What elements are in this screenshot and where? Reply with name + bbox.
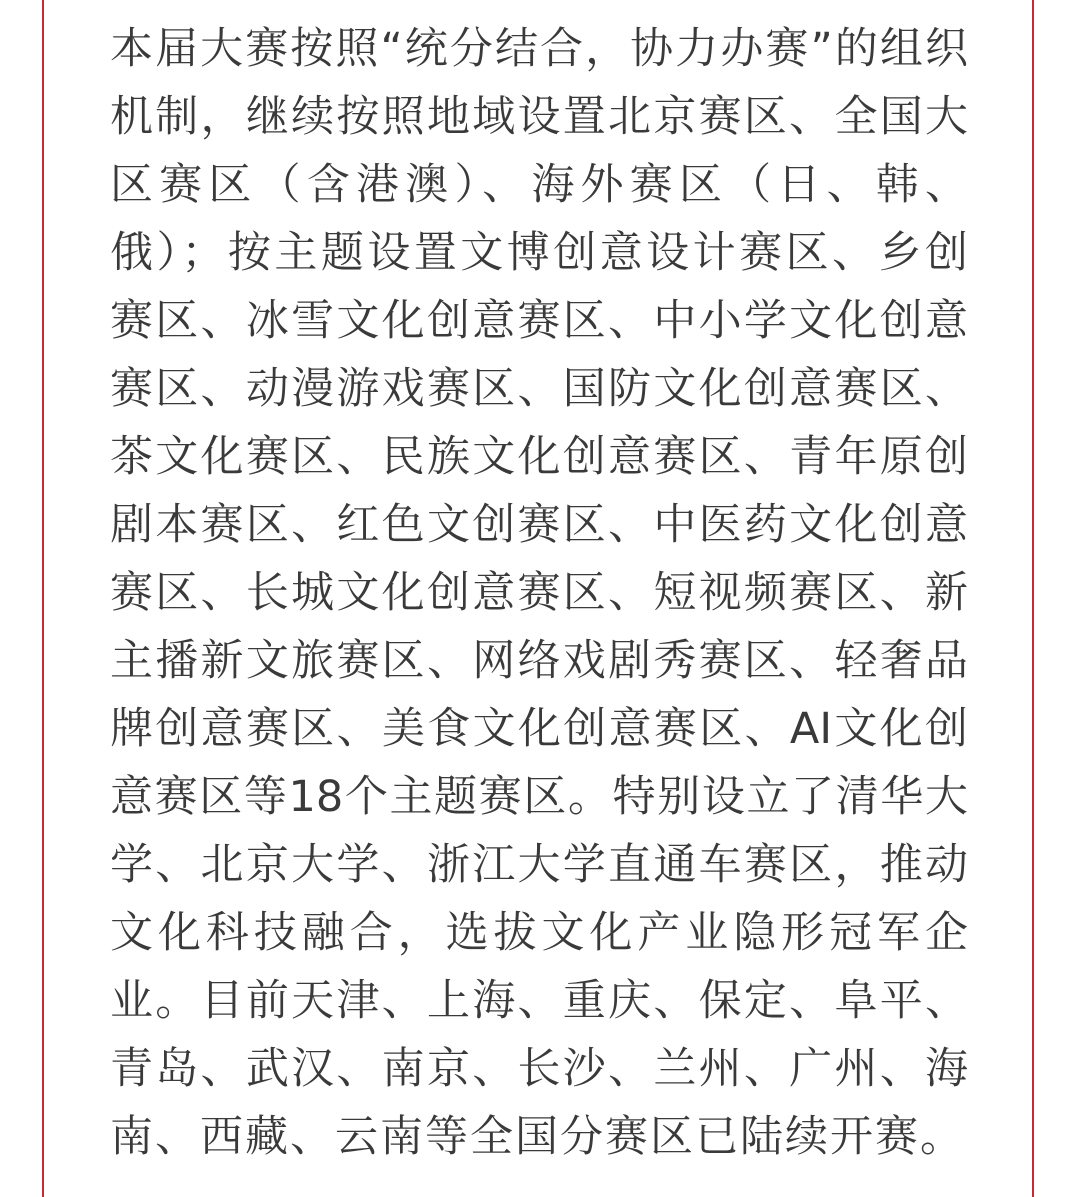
paragraph-line: 机制，继续按照地域设置北京赛区、全国大 xyxy=(110,92,968,142)
paragraph-line: 茶文化赛区、民族文化创意赛区、青年原创 xyxy=(110,432,968,482)
paragraph-line: 牌创意赛区、美食文化创意赛区、AI文化创 xyxy=(110,704,968,754)
paragraph-line: 南、西藏、云南等全国分赛区已陆续开赛。 xyxy=(110,1112,965,1162)
paragraph-line: 文化科技融合，选拔文化产业隐形冠军企 xyxy=(110,908,968,958)
paragraph-line: 学、北京大学、浙江大学直通车赛区，推动 xyxy=(110,840,968,890)
paragraph-line: 本届大赛按照“统分结合，协力办赛”的组织 xyxy=(110,24,968,74)
paragraph-line: 赛区、动漫游戏赛区、国防文化创意赛区、 xyxy=(110,364,968,414)
paragraph-line: 意赛区等18个主题赛区。特别设立了清华大 xyxy=(110,772,968,822)
paragraph-line: 青岛、武汉、南京、长沙、兰州、广州、海 xyxy=(110,1044,968,1094)
paragraph-line: 剧本赛区、红色文创赛区、中医药文化创意 xyxy=(110,500,968,550)
paragraph-line: 赛区、冰雪文化创意赛区、中小学文化创意 xyxy=(110,296,968,346)
paragraph-line: 赛区、长城文化创意赛区、短视频赛区、新 xyxy=(110,568,968,618)
article-paragraph xyxy=(110,15,980,1171)
paragraph-line: 主播新文旅赛区、网络戏剧秀赛区、轻奢品 xyxy=(110,636,968,686)
paragraph-line: 区赛区（含港澳）、海外赛区（日、韩、 xyxy=(110,160,968,210)
paragraph-line: 业。目前天津、上海、重庆、保定、阜平、 xyxy=(110,976,968,1026)
paragraph-line: 俄）；按主题设置文博创意设计赛区、乡创 xyxy=(110,228,968,278)
